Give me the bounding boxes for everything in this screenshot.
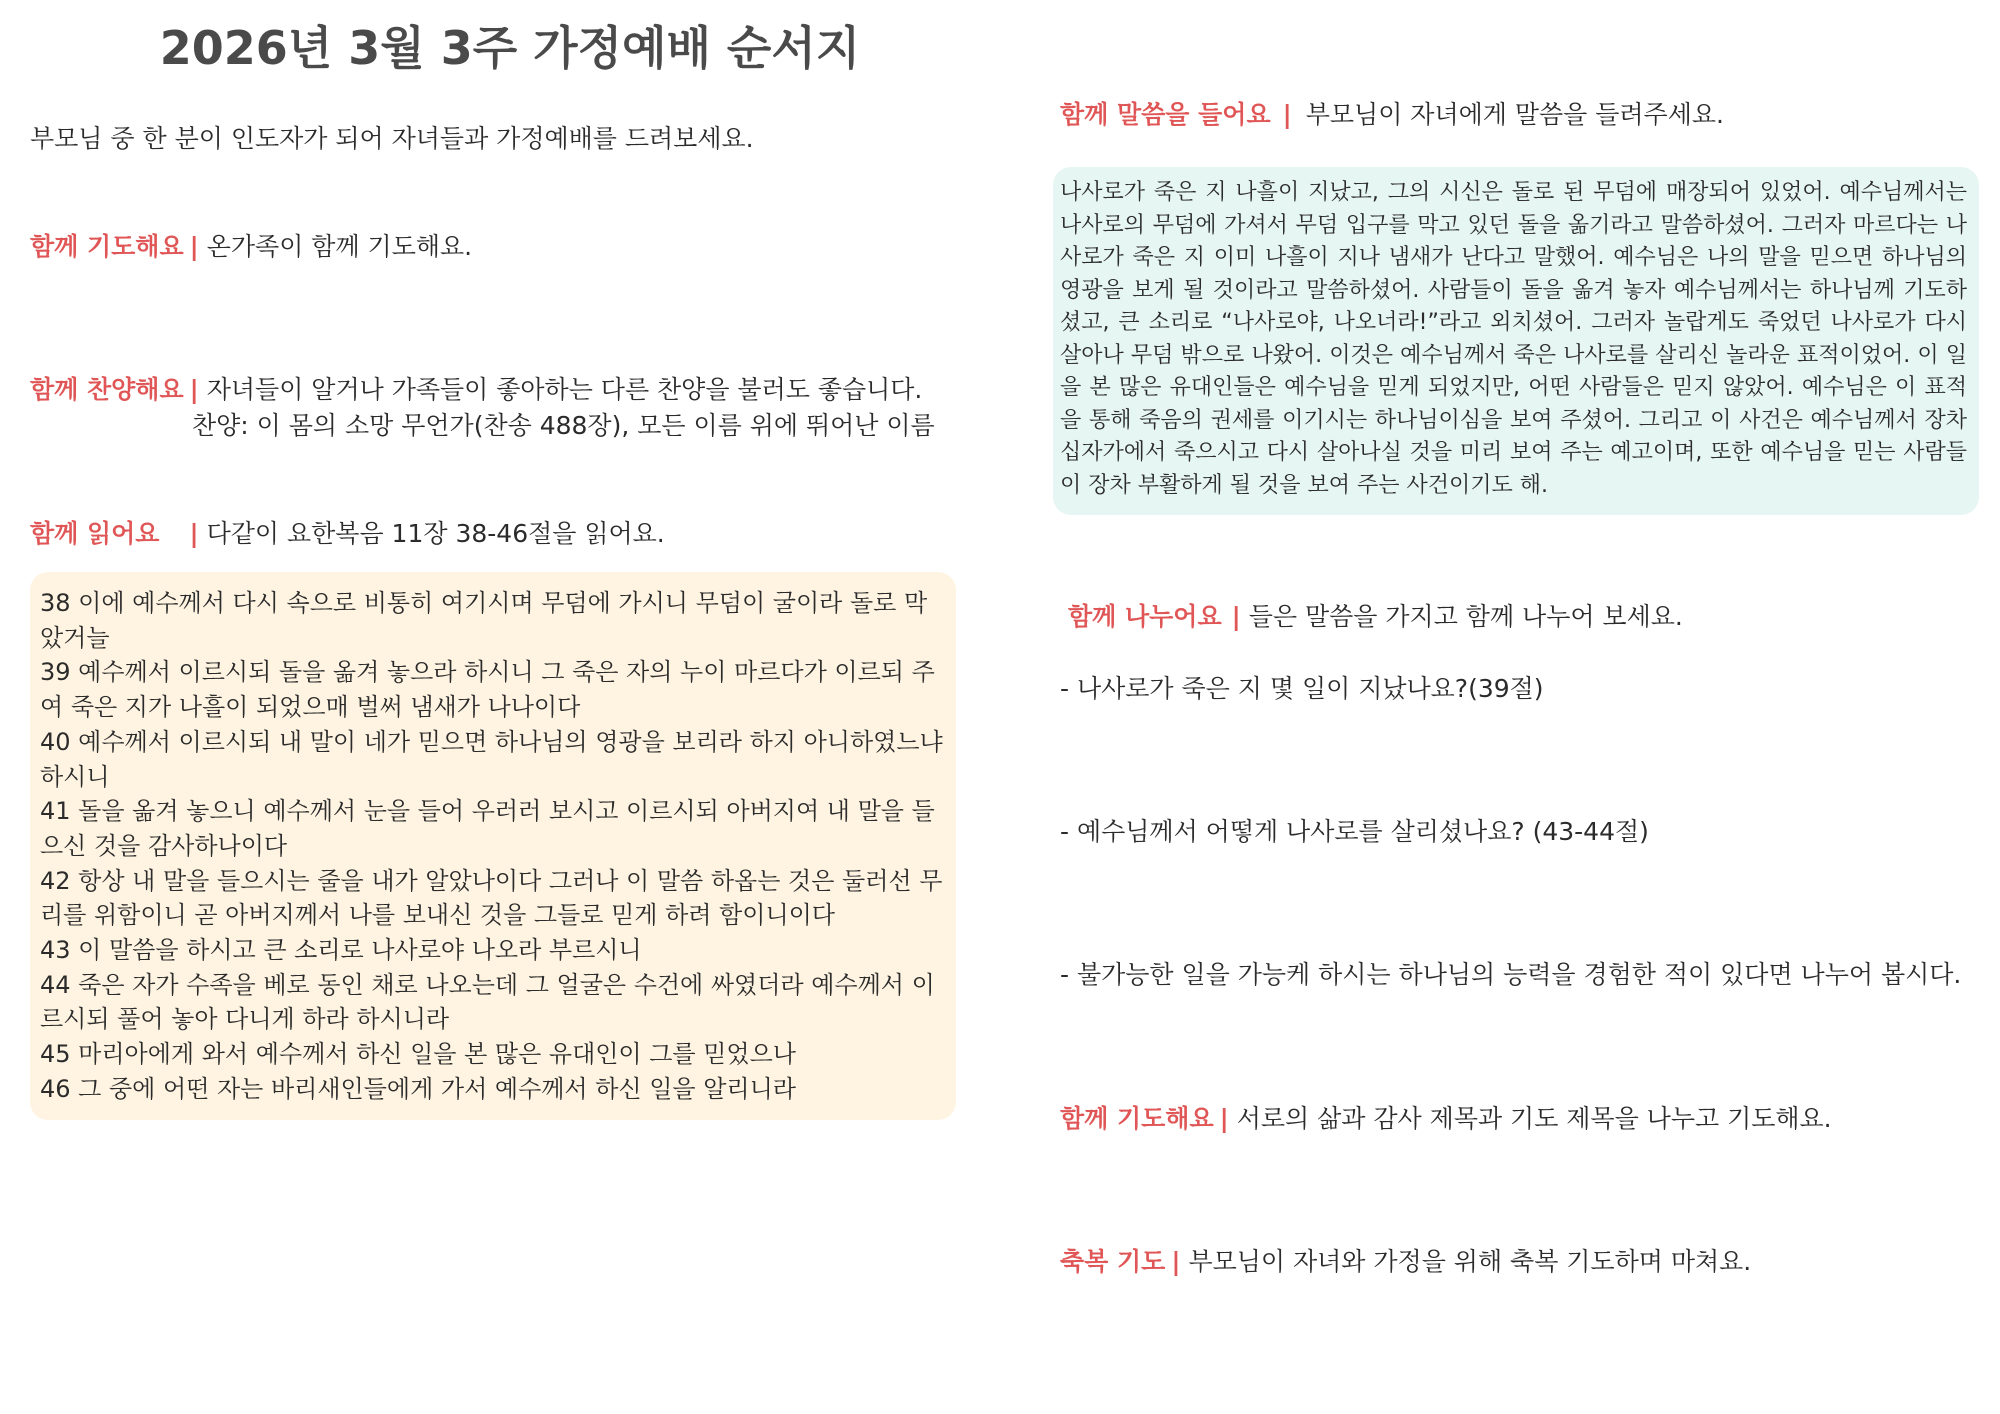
divider-bar: | xyxy=(1171,1247,1181,1276)
verse: 44 죽은 자가 수족을 베로 동인 채로 나오는데 그 얼굴은 수건에 싸였더라 예수께서 이르시되 풀어 놓아 다니게 하라 하시니라 xyxy=(40,970,935,1034)
section-text: 자녀들이 알거나 가족들이 좋아하는 다른 찬양을 불러도 좋습니다. xyxy=(206,375,923,404)
section-blessing xyxy=(1060,1245,1751,1279)
scripture-box xyxy=(30,572,956,1120)
section-prayer-right xyxy=(1060,1102,1832,1136)
divider-bar: | xyxy=(1219,1104,1229,1133)
divider-bar: | xyxy=(189,519,199,548)
section-label: 함께 읽어요 xyxy=(30,519,160,548)
verse: 40 예수께서 이르시되 내 말이 네가 믿으면 하나님의 영광을 보리라 하지 아니하였느냐 하시니 xyxy=(40,727,943,791)
verse: 45 마리아에게 와서 예수께서 하신 일을 본 많은 유대인이 그를 믿었으나 xyxy=(40,1040,796,1069)
section-reading xyxy=(30,517,665,551)
sermon-box xyxy=(1053,167,1979,515)
question-item: - 불가능한 일을 가능케 하시는 하나님의 능력을 경험한 적이 있다면 나누어 봅시다. xyxy=(1060,960,1962,989)
question-item: - 나사로가 죽은 지 몇 일이 지났나요?(39절) xyxy=(1060,674,1544,703)
verse: 46 그 중에 어떤 자는 바리새인들에게 가서 예수께서 하신 일을 알리니라 xyxy=(40,1074,796,1103)
intro-text: 부모님 중 한 분이 인도자가 되어 자녀들과 가정예배를 드려보세요. xyxy=(30,124,754,153)
divider-bar: | xyxy=(1231,602,1241,631)
section-label: 함께 기도해요 xyxy=(1060,1104,1214,1133)
section-label: 함께 찬양해요 xyxy=(30,375,184,404)
section-label: 축복 기도 xyxy=(1060,1247,1166,1276)
praise-songs: 찬양: 이 몸의 소망 무언가(찬송 488장), 모든 이름 위에 뛰어난 이름 xyxy=(192,411,935,440)
sermon-text: 나사로가 죽은 지 나흘이 지났고, 그의 시신은 돌로 된 무덤에 매장되어 있었어. 예수님께서는 나사로의 무덤에 가셔서 무덤 입구를 막고 있던 돌을 옮기라고 말씀하셨어. 그러자 마르다는 나사로가 죽은 지 이미 나흘이 지나 냄새가 난다고 말했어. 예수님은 나의 말을 믿으면 하나님의 영광을 보게 될 것이라고 말씀하셨어. 사람들이 돌을 옮겨 놓자 예수님께서는 하나님께 기도하셨고, 큰 소리로 “나사로야, 나오너라!”라고 외치셨어. 그러자 놀랍게도 죽었던 나사로가 다시 살아나 무덤 밖으로 나왔어. 이것은 예수님께서 죽은 나사로를 살리신 놀라운 표적이었어. 이 일을 본 많은 유대인들은 예수님을 믿게 되었지만, 어떤 사람들은 믿지 않았어. 예수님은 이 표적을 통해 죽음의 권세를 이기시는 하나님이심을 보여 주셨어. 그리고 이 사건은 예수님께서 장차 십자가에서 죽으시고 다시 살아나실 것을 미리 보여 주는 예고이며, 또한 예수님을 믿는 사람들이 장차 부활하게 될 것을 보여 주는 사건이기도 해. xyxy=(1060,180,1967,498)
section-label: 함께 나누어요 xyxy=(1068,602,1222,631)
section-label: 함께 기도해요 xyxy=(30,232,184,261)
section-text: 부모님이 자녀와 가정을 위해 축복 기도하며 마쳐요. xyxy=(1188,1247,1752,1276)
divider-bar: | xyxy=(189,375,199,404)
question-item: - 예수님께서 어떻게 나사로를 살리셨나요? (43-44절) xyxy=(1060,817,1649,846)
page-title: 2026년 3월 3주 가정예배 순서지 xyxy=(159,21,861,75)
section-text: 들은 말씀을 가지고 함께 나누어 보세요. xyxy=(1248,602,1683,631)
divider-bar: | xyxy=(189,232,199,261)
verse: 39 예수께서 이르시되 돌을 옮겨 놓으라 하시니 그 죽은 자의 누이 마르다가 이르되 주여 죽은 지가 나흘이 되었으매 벌써 냄새가 나나이다 xyxy=(40,658,935,722)
section-praise xyxy=(30,373,922,407)
verse: 38 이에 예수께서 다시 속으로 비통히 여기시며 무덤에 가시니 무덤이 굴이라 돌로 막았거늘 xyxy=(40,589,928,652)
section-text: 부모님이 자녀에게 말씀을 들려주세요. xyxy=(1305,100,1724,129)
divider-bar: | xyxy=(1282,100,1292,129)
verse: 41 돌을 옮겨 놓으니 예수께서 눈을 들어 우러러 보시고 이르시되 아버지여 내 말을 들으신 것을 감사하나이다 xyxy=(40,797,935,860)
verse: 42 항상 내 말을 들으시는 줄을 내가 알았나이다 그러나 이 말씀 하옵는 것은 둘러선 무리를 위함이니 곧 아버지께서 나를 보내신 것을 그들로 믿게 하려 함이니이다 xyxy=(40,866,943,930)
section-text: 다같이 요한복음 11장 38-46절을 읽어요. xyxy=(206,519,665,548)
section-prayer xyxy=(30,230,472,264)
section-share xyxy=(1068,600,1683,634)
verse: 43 이 말씀을 하시고 큰 소리로 나사로야 나오라 부르시니 xyxy=(40,936,642,965)
section-label: 함께 말씀을 들어요 xyxy=(1060,100,1271,129)
section-listen xyxy=(1060,98,1724,132)
section-text: 온가족이 함께 기도해요. xyxy=(206,232,473,261)
section-text: 서로의 삶과 감사 제목과 기도 제목을 나누고 기도해요. xyxy=(1236,1104,1832,1133)
